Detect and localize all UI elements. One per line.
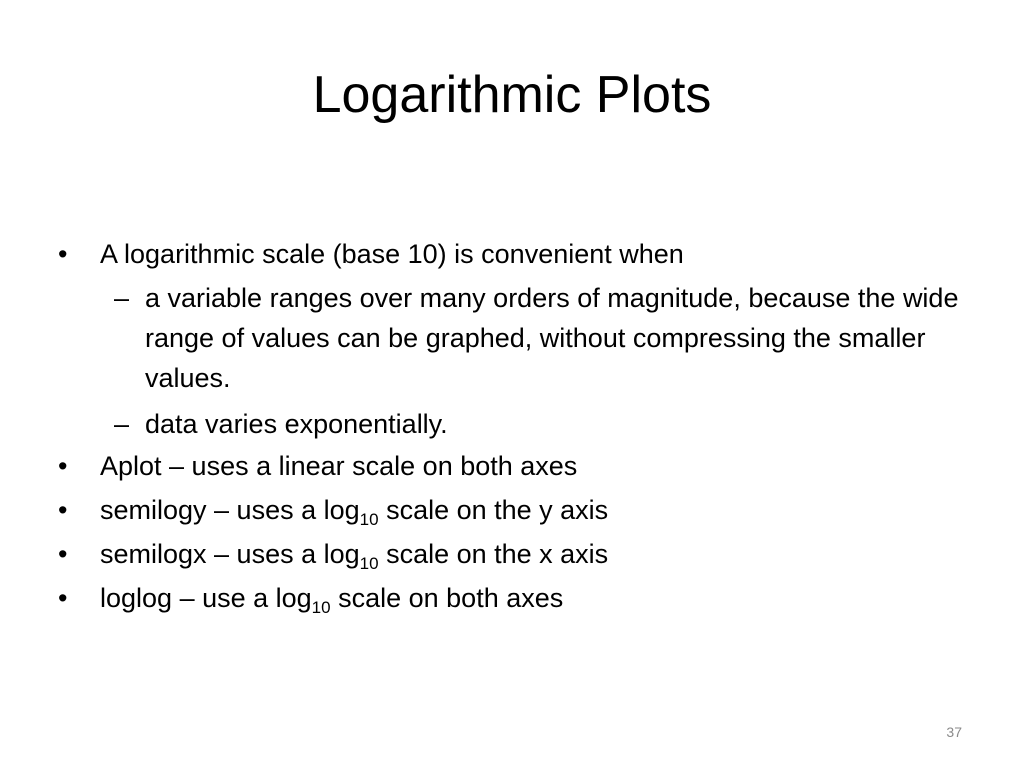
bullet-text-after: scale on the y axis [378,495,609,525]
subscript: 10 [359,510,379,529]
bullet-text-before: semilogx – uses a log [100,539,360,569]
bullet-text: Aplot – uses a linear scale on both axes [100,451,578,481]
bullet-text-before: semilogy – uses a log [100,495,360,525]
bullet-text-after: scale on both axes [330,583,564,613]
dash-icon: – [114,409,130,439]
bullet-text: A logarithmic scale (base 10) is convenient when [100,239,684,269]
subscript: 10 [311,598,331,617]
dash-icon: – [114,283,130,313]
slide-title: Logarithmic Plots [312,66,712,124]
bullet-list [58,232,978,620]
subscript: 10 [359,554,379,573]
bullet-text-after: scale on the x axis [378,539,609,569]
page-number: 37 [946,724,962,740]
bullet-icon: • [58,583,68,613]
bullet-icon: • [58,239,68,269]
bullet-icon: • [58,539,68,569]
bullet-item-aplot [58,444,978,488]
sub-bullet-item-exponential [58,404,978,444]
sub-bullet-text: a variable ranges over many orders of magnitude, because the wide range of values can be graphed, without compressing the smaller values. [145,283,959,393]
bullet-icon: • [58,451,68,481]
bullet-item-semilogy [58,488,978,532]
bullet-item-semilogx [58,532,978,576]
sub-bullet-text: data varies exponentially. [145,409,448,439]
bullet-icon: • [58,495,68,525]
bullet-text-before: loglog – use a log [100,583,312,613]
sub-bullet-item-orders-of-magnitude [58,278,978,398]
bullet-item-log-scale [58,232,978,276]
bullet-item-loglog [58,576,978,620]
